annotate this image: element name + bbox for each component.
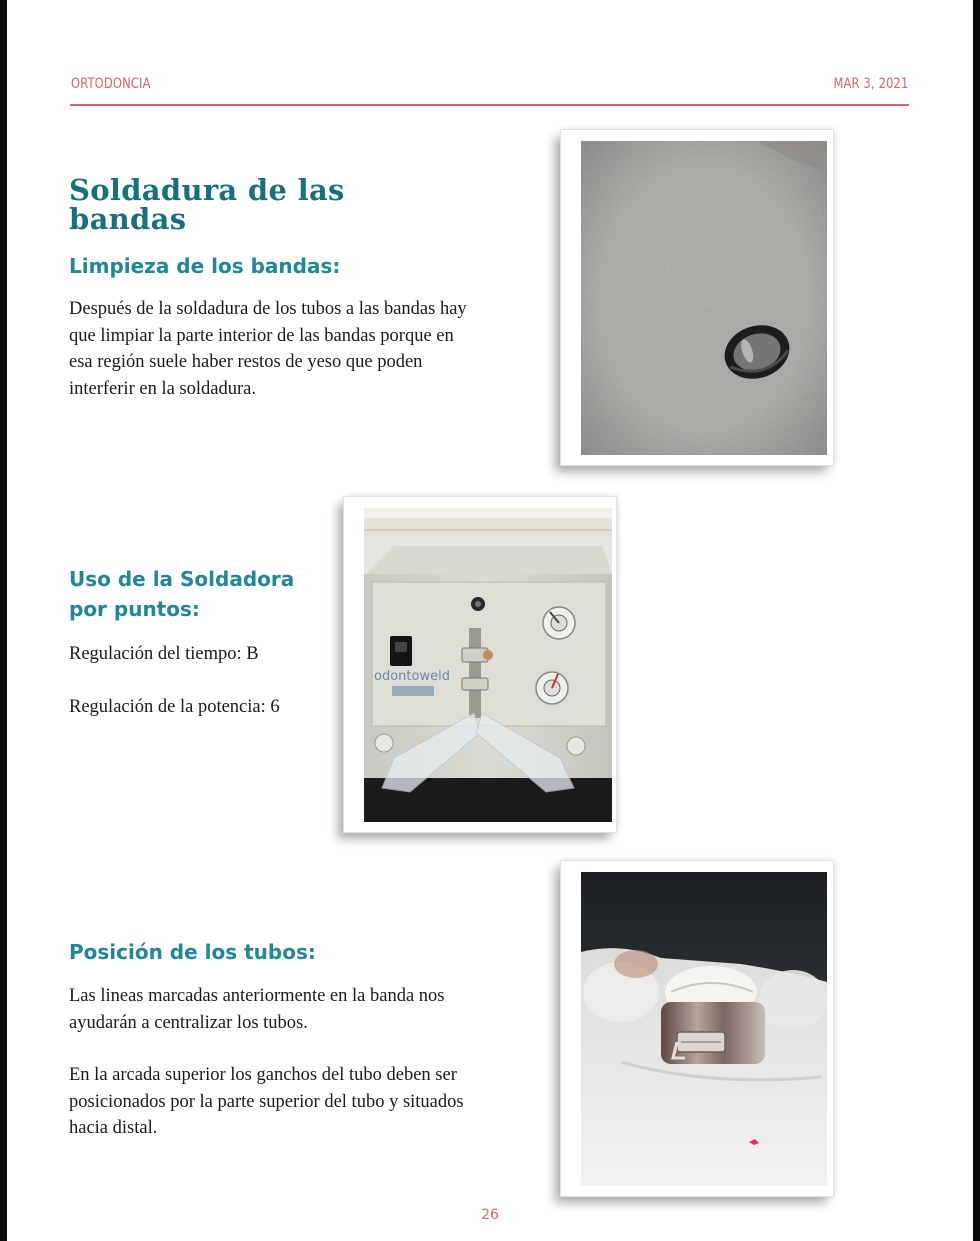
running-header-date: MAR 3, 2021 [832,76,908,92]
viewer-edge-right [973,0,980,1241]
running-header-section: ORTODONCIA [71,76,151,92]
photo-welder-frame [344,497,616,832]
section-heading-soldadora: Uso de la Soldadora por puntos: [69,567,295,621]
photo-tube-frame [561,861,833,1196]
section-heading-limpieza: Limpieza de los bandas: [69,254,341,278]
paragraph-lineas: Las lineas marcadas anteriormente en la banda nos ayudarán a centralizar los tubos. [69,986,445,1033]
header-divider [70,104,909,106]
page-title: Soldadura de las bandas [69,173,345,236]
paragraph-tiempo: Regulación del tiempo: B [69,644,259,664]
viewer-edge-left [0,0,7,1241]
page-number: 26 [481,1207,499,1223]
section-heading-tubos: Posición de los tubos: [69,940,316,964]
paragraph-arcada: En la arcada superior los ganchos del tubo deben ser posicionados por la parte superior del tubo y situados hacia distal. [69,1065,464,1138]
photo-band-frame [561,130,833,465]
paragraph-limpieza: Después de la soldadura de los tubos a las bandas hay que limpiar la parte interior de las bandas porque en esa región suele haber restos de yeso que poden interferir en la soldadura. [69,299,467,399]
photo-spot-welder [364,508,612,822]
welder-brand-label: odontoweld [374,669,450,684]
paragraph-potencia: Regulación de la potencia: 6 [69,697,280,717]
photo-tube-on-tooth [581,872,827,1186]
photo-band-on-felt [581,141,827,455]
